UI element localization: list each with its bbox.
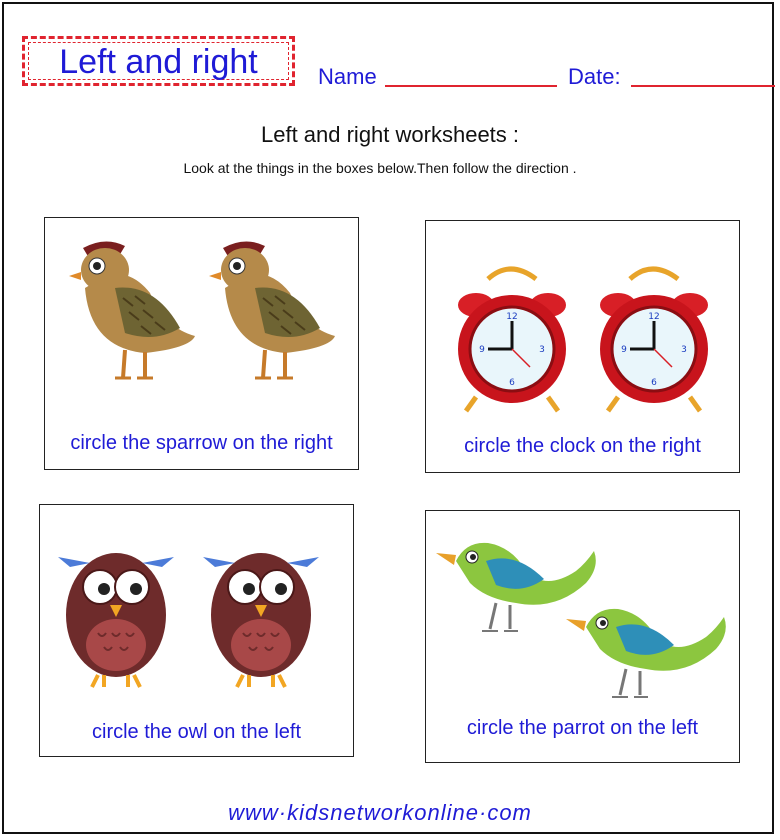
date-label: Date: bbox=[568, 64, 621, 89]
title-frame bbox=[22, 36, 295, 86]
card-caption: circle the parrot on the left bbox=[466, 717, 699, 739]
svg-text:12: 12 bbox=[506, 312, 518, 322]
svg-text:3: 3 bbox=[539, 345, 545, 355]
footer-website[interactable]: www·kidsnetworkonline·com bbox=[228, 800, 532, 825]
worksheet-title: Left and right bbox=[59, 43, 258, 81]
alarm-clock-icon bbox=[458, 269, 566, 411]
owl-icon bbox=[58, 553, 174, 687]
name-label: Name bbox=[318, 64, 377, 89]
card-caption: circle the owl on the left bbox=[92, 721, 301, 743]
card-parrot bbox=[425, 510, 740, 763]
owl-icon bbox=[40, 505, 352, 705]
alarm-clock-icon bbox=[426, 221, 738, 421]
page-heading: Left and right worksheets : bbox=[260, 122, 520, 147]
svg-text:9: 9 bbox=[479, 345, 485, 355]
card-clock bbox=[425, 220, 740, 473]
card-caption: circle the sparrow on the right bbox=[70, 432, 333, 454]
card-caption: circle the clock on the right bbox=[464, 435, 701, 457]
name-field[interactable] bbox=[385, 85, 557, 87]
parrot-icon bbox=[426, 511, 738, 711]
instruction-text: Look at the things in the boxes below.Then follow the direction . bbox=[183, 160, 577, 176]
card-sparrow bbox=[44, 217, 359, 470]
sparrow-icon bbox=[45, 218, 357, 418]
sparrow-icon bbox=[69, 241, 195, 378]
card-owl bbox=[39, 504, 354, 757]
svg-text:6: 6 bbox=[509, 378, 515, 388]
parrot-icon bbox=[436, 543, 596, 631]
date-field[interactable] bbox=[631, 85, 775, 87]
